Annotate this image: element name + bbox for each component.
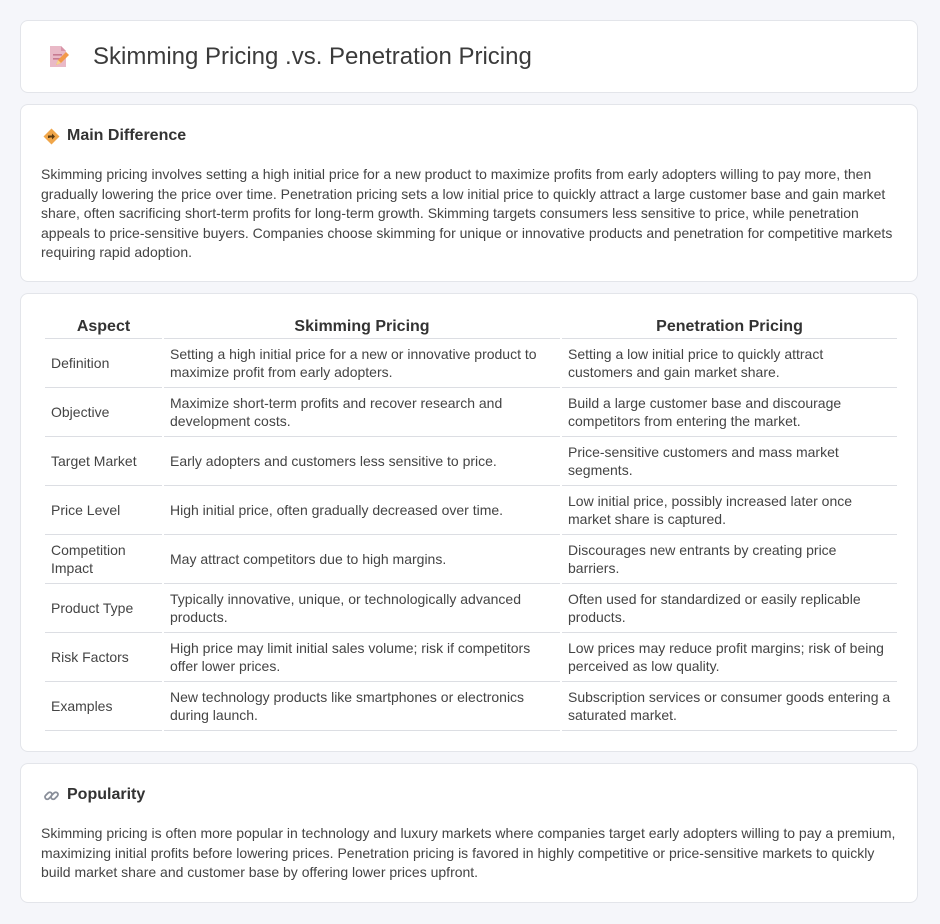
header-penetration: Penetration Pricing <box>562 316 897 339</box>
table-row <box>45 339 897 388</box>
row-aspect: Target Market <box>45 437 162 486</box>
diamond-road-sign-icon <box>43 128 60 145</box>
popularity-title: Popularity <box>67 786 146 803</box>
row-penetration: Setting a low initial price to quickly attract customers and gain market share. <box>562 339 897 388</box>
table-row <box>45 535 897 584</box>
title-row <box>47 43 532 71</box>
row-skimming: Typically innovative, unique, or technologically advanced products. <box>164 584 560 633</box>
main-difference-text: Skimming pricing involves setting a high initial price for a new product to maximize profits from early adopters willing to pay more, then gradually lowering the price over time. Penetration pricing sets a low initial price to quickly attract a large customer base and gain market share, often sacrificing short-term profits for long-term growth. Skimming targets consumers less sensitive to price, while penetration appeals to price-sensitive buyers. Companies choose skimming for unique or innovative products and penetration for competitive markets requiring rapid adoption. <box>41 166 893 261</box>
row-penetration: Discourages new entrants by creating price barriers. <box>562 535 897 584</box>
link-icon <box>43 787 60 804</box>
popularity-header <box>43 786 145 804</box>
row-penetration: Low initial price, possibly increased later once market share is captured. <box>562 486 897 535</box>
row-aspect: Definition <box>45 339 162 388</box>
row-aspect: Price Level <box>45 486 162 535</box>
row-aspect: Risk Factors <box>45 633 162 682</box>
row-penetration: Low prices may reduce profit margins; risk of being perceived as low quality. <box>562 633 897 682</box>
row-skimming: High initial price, often gradually decreased over time. <box>164 486 560 535</box>
page-title: Skimming Pricing .vs. Penetration Pricing <box>93 43 532 70</box>
table-row <box>45 486 897 535</box>
header-card <box>20 20 918 93</box>
row-skimming: High price may limit initial sales volume; risk if competitors offer lower prices. <box>164 633 560 682</box>
row-skimming: Setting a high initial price for a new or innovative product to maximize profit from early adopters. <box>164 339 560 388</box>
comparison-table-card <box>20 293 918 752</box>
table-row <box>45 682 897 731</box>
header-aspect: Aspect <box>45 316 162 339</box>
row-skimming: Maximize short-term profits and recover research and development costs. <box>164 388 560 437</box>
main-difference-header <box>43 127 186 145</box>
row-penetration: Price-sensitive customers and mass market segments. <box>562 437 897 486</box>
popularity-text: Skimming pricing is often more popular in technology and luxury markets where companies target early adopters willing to pay a premium, maximizing initial profits before lowering prices. Penetration pricing is favored in highly competitive or price-sensitive markets to quickly build market share and customer base by offering lower prices upfront. <box>41 825 896 881</box>
row-skimming: Early adopters and customers less sensitive to price. <box>164 437 560 486</box>
popularity-card <box>20 763 918 903</box>
table-row <box>45 584 897 633</box>
row-aspect: Product Type <box>45 584 162 633</box>
header-skimming: Skimming Pricing <box>164 316 560 339</box>
table-row <box>45 633 897 682</box>
table-row <box>45 388 897 437</box>
row-aspect: Examples <box>45 682 162 731</box>
row-penetration: Subscription services or consumer goods entering a saturated market. <box>562 682 897 731</box>
table-row <box>45 437 897 486</box>
document-pencil-icon <box>47 45 69 69</box>
row-penetration: Build a large customer base and discourage competitors from entering the market. <box>562 388 897 437</box>
row-skimming: May attract competitors due to high margins. <box>164 535 560 584</box>
comparison-table <box>43 316 899 731</box>
main-difference-card <box>20 104 918 282</box>
row-skimming: New technology products like smartphones or electronics during launch. <box>164 682 560 731</box>
row-aspect: Objective <box>45 388 162 437</box>
row-aspect: Competition Impact <box>45 535 162 584</box>
row-penetration: Often used for standardized or easily replicable products. <box>562 584 897 633</box>
table-header-row <box>45 316 897 339</box>
main-difference-title: Main Difference <box>67 127 187 144</box>
